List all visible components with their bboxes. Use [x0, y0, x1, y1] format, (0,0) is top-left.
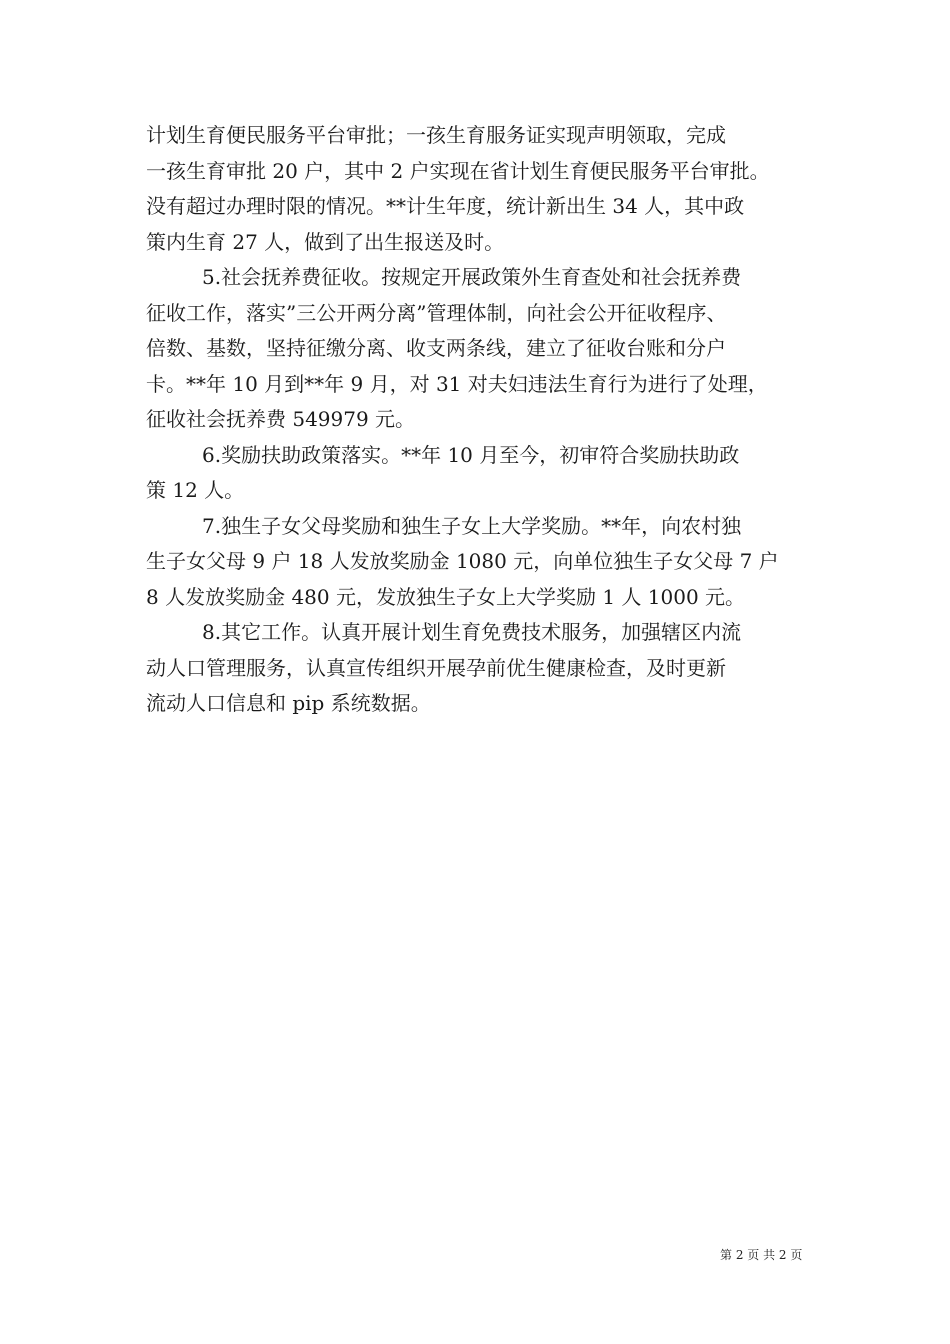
page-number: 第 2 页 共 2 页: [720, 1248, 803, 1262]
text-line: 倍数、基数，坚持征缴分离、收支两条线，建立了征收台账和分户: [146, 336, 726, 360]
text-line: 策内生育 27 人，做到了出生报送及时。: [146, 229, 505, 254]
text-line: 卡。**年 10 月到**年 9 月，对 31 对夫妇违法生育行为进行了处理，: [146, 371, 768, 396]
text-line: 5.社会抚养费征收。按规定开展政策外生育查处和社会抚养费: [202, 265, 742, 289]
document-body: [146, 118, 816, 722]
paragraph-continuation: [146, 118, 816, 260]
paragraph-social-support-fee: [146, 260, 816, 438]
text-line: 8 人发放奖励金 480 元，发放独生子女上大学奖励 1 人 1000 元。: [146, 584, 746, 609]
text-line: 征收社会抚养费 549979 元。: [146, 407, 416, 431]
text-line: 征收工作，落实”三公开两分离”管理体制，向社会公开征收程序、: [146, 300, 727, 325]
paragraph-reward-policy: [146, 438, 816, 509]
text-line: 7.独生子女父母奖励和独生子女上大学奖励。**年，向农村独: [202, 513, 742, 538]
text-line: 8.其它工作。认真开展计划生育免费技术服务，加强辖区内流: [202, 620, 742, 644]
text-line: 生子女父母 9 户 18 人发放奖励金 1080 元，向单位独生子女父母 7 户: [146, 549, 779, 573]
text-line: 动人口管理服务，认真宣传组织开展孕前优生健康检查，及时更新: [146, 655, 726, 680]
text-line: 没有超过办理时限的情况。**计生年度，统计新出生 34 人，其中政: [146, 194, 745, 218]
text-line: 计划生育便民服务平台审批；一孩生育服务证实现声明领取，完成: [146, 123, 726, 147]
text-line: 流动人口信息和 pip 系统数据。: [146, 691, 431, 715]
text-line: 一孩生育审批 20 户，其中 2 户实现在省计划生育便民服务平台审批。: [146, 158, 770, 183]
paragraph-only-child-reward: [146, 509, 816, 616]
text-line: 策 12 人。: [146, 478, 245, 502]
paragraph-other-work: [146, 615, 816, 722]
text-line: 6.奖励扶助政策落实。**年 10 月至今，初审符合奖励扶助政: [202, 442, 740, 467]
